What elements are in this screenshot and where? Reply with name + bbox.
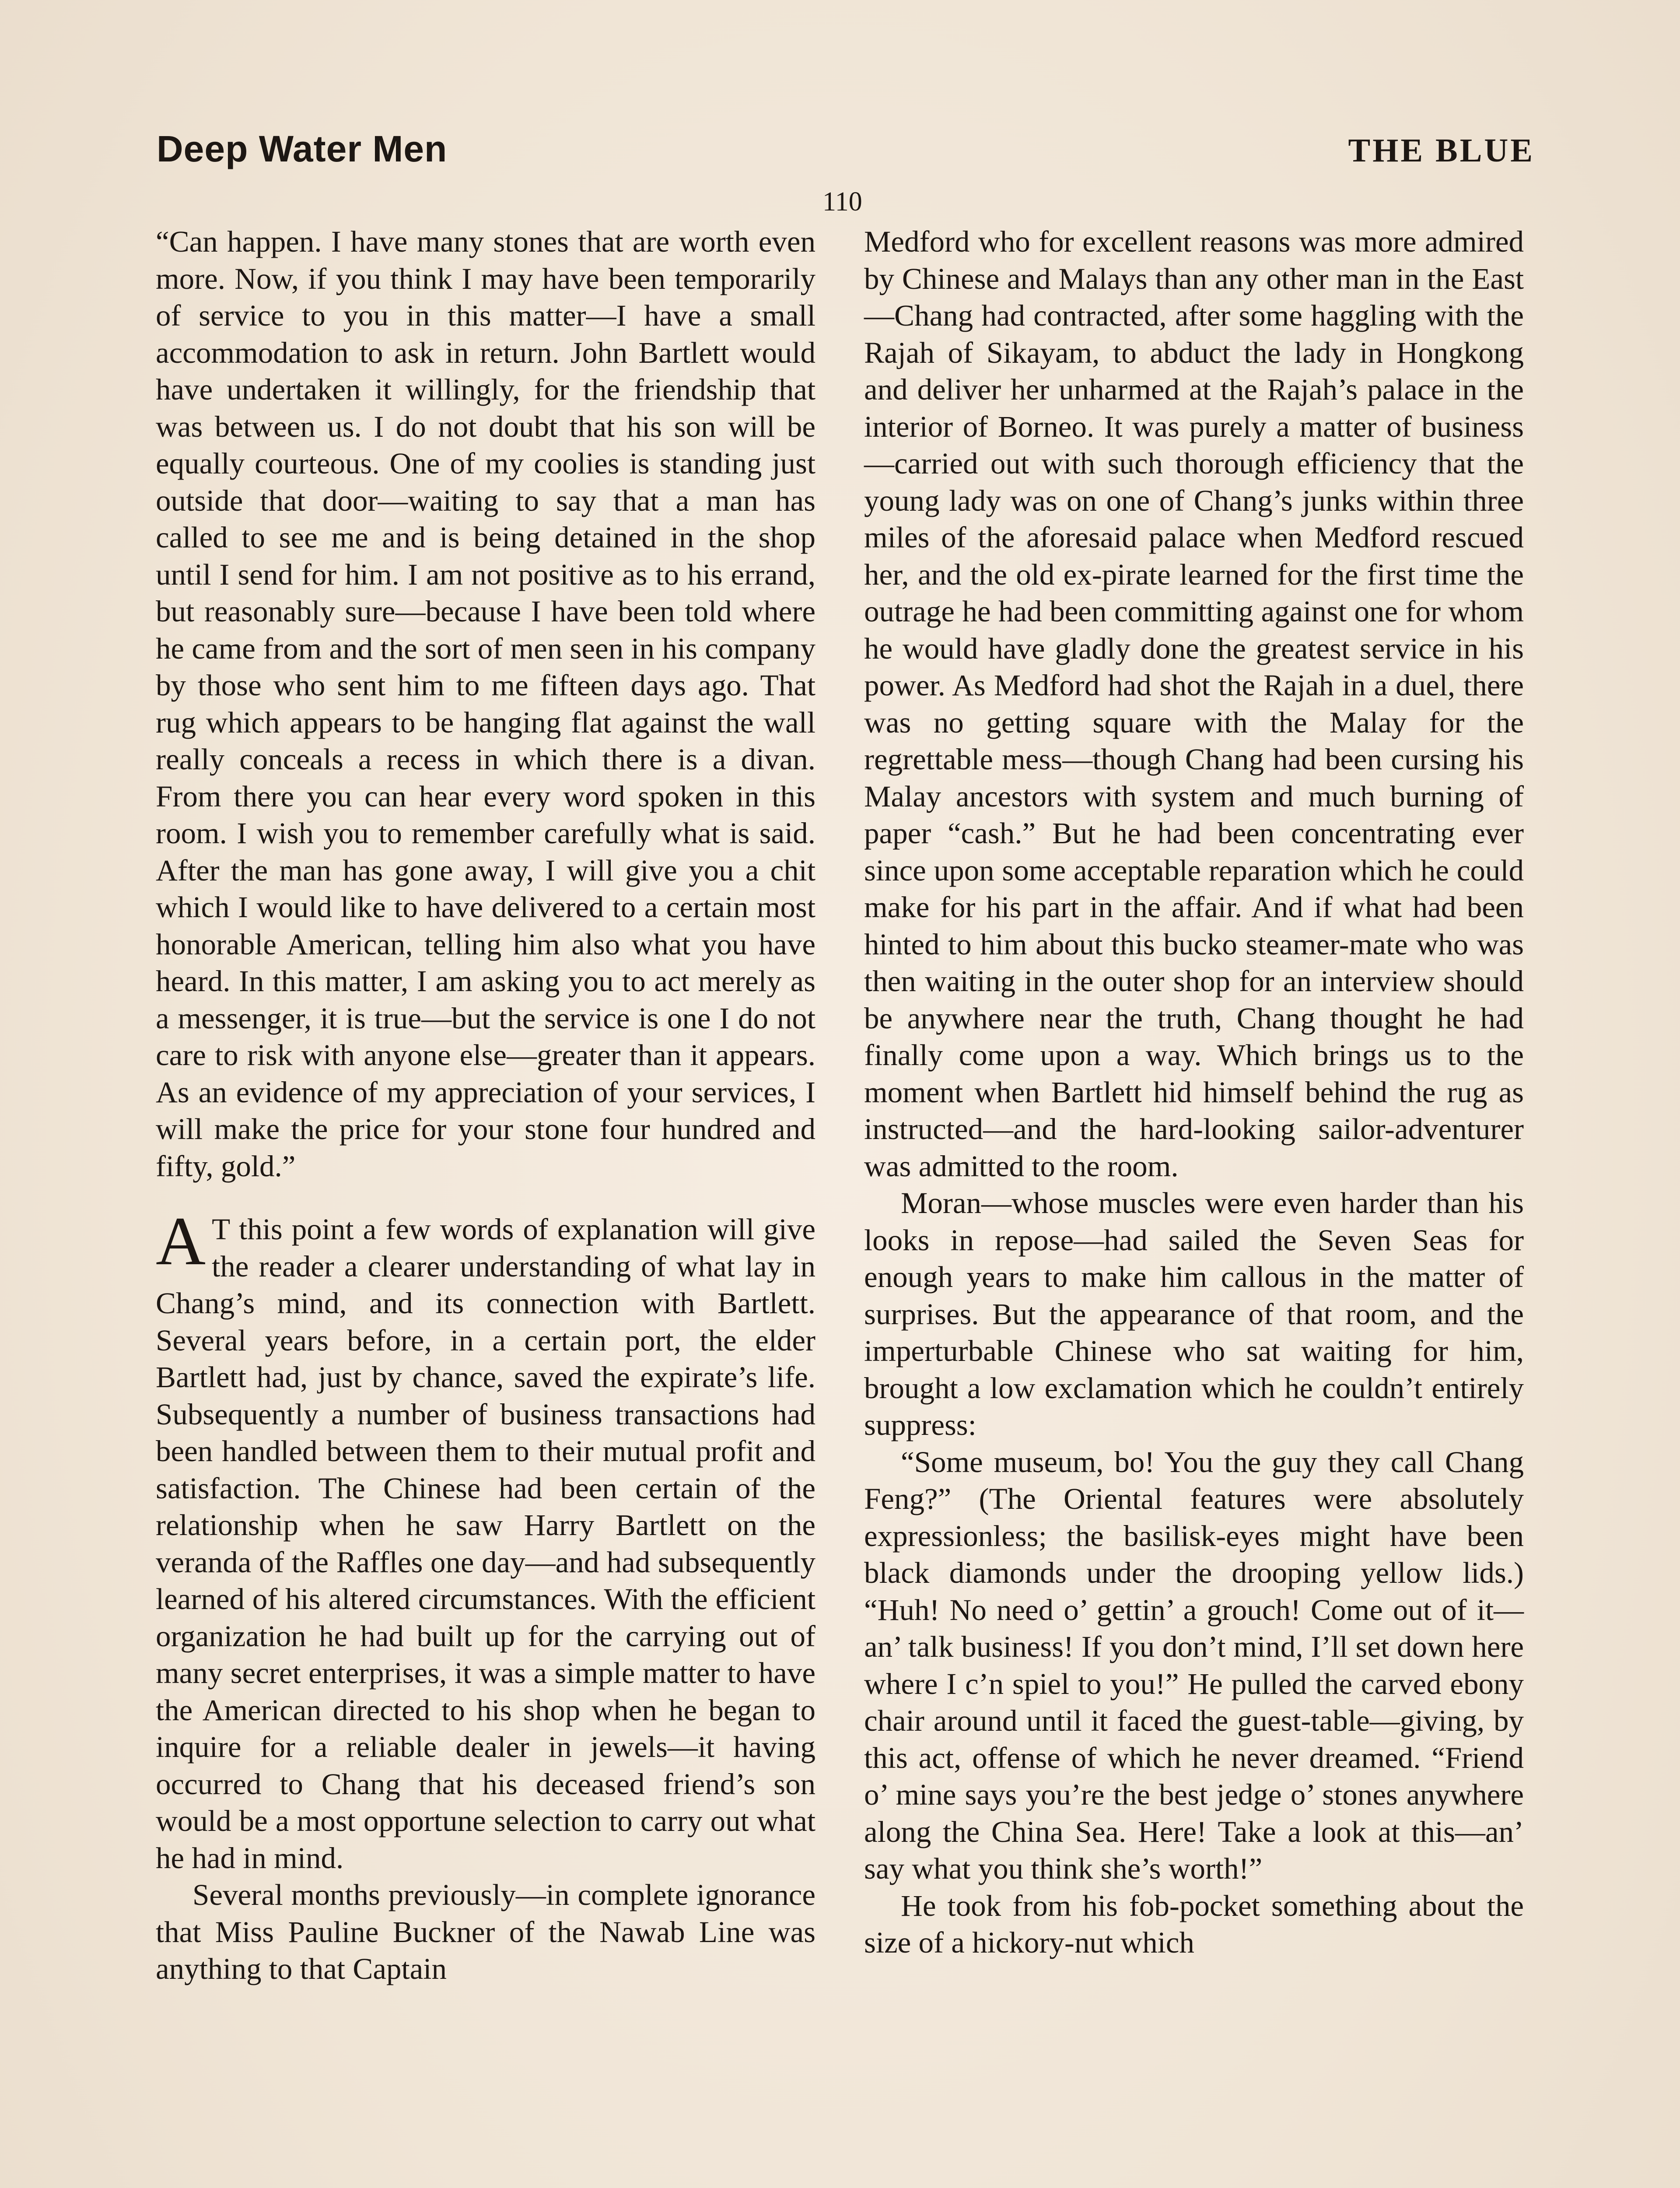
paragraph-body: T this point a few words of explanation will give the reader a clearer understanding of what lay in Chang’s mind, and its connection with Bartlett. Several years before, in a certain port, the elder Bartlett had, just by chance, saved the expirate’s life. Subsequently a number of business transactions had been handled between them to their mutual profit and satisfaction. The Chinese had been certain of the relationship when he saw Harry Bartlett on the veranda of the Raffles one day—and had subsequently learned of his altered circumstances. With the efficient organization he had built up for the carrying out of many secret enterprises, it was a simple matter to have the American directed to his shop when he began to inquire for a reliable dealer in jewels—it having occurred to Chang that his deceased friend’s son would be a most opportune selection to carry out what he had in mind. <box>156 1213 816 1875</box>
paragraph: Moran—whose muscles were even harder than his looks in repose—had sailed the Seven Seas for enough years to make him callous in the matter of surprises. But the appearance of that room, and the imperturbable Chinese who sat waiting for him, brought a low exclamation which he couldn’t entirely suppress: <box>864 1186 1524 1441</box>
paragraph: “Some museum, bo! You the guy they call Chang Feng?” (The Oriental features were absolutely expressionless; the basilisk-eyes might have been black diamonds under the drooping yellow lids.) “Huh! No need o’ gettin’ a grouch! Come out of it—an’ talk business! If you don’t mind, I’ll set down here where I c’n spiel to you!” He pulled the carved ebony chair around until it faced the guest-table—giving, by this act, offense of which he never dreamed. “Friend o’ mine says you’re the best jedge o’ stones anywhere along the China Sea. Here! Take a look at this—an’ say what you think she’s worth!” <box>864 1445 1524 1885</box>
drop-cap: A <box>156 1203 206 1280</box>
paragraph: “Can happen. I have many stones that are worth even more. Now, if you think I may have been temporarily of service to you in this matter—I have a small accommodation to ask in return. John Bartlett would have undertaken it willingly, for the friendship that was between us. I do not doubt that his son will be equally courteous. One of my coolies is standing just outside that door—waiting to say that a man has called to see me and is being detained in the shop until I send for him. I am not positive as to his errand, but reasonably sure—because I have been told where he came from and the sort of men seen in his company by those who sent him to me fifteen days ago. That rug which appears to be hanging flat against the wall really conceals a recess in which there is a divan. From there you can hear every word spoken in this room. I wish you to remember carefully what is said. After the man has gone away, I will give you a chit which I would like to have delivered to a certain most honorable American, telling him also what you have heard. In this matter, I am asking you to act merely as a messenger, it is true—but the service is one I do not care to risk with anyone else—greater than it appears. As an evidence of my appreciation of your services, I will make the price for your stone four hundred and fifty, gold.” <box>156 225 816 1183</box>
running-title-left: Deep Water Men <box>157 128 448 169</box>
paragraph-with-drop-cap <box>156 1203 816 1876</box>
right-text-column <box>864 223 1524 1961</box>
paragraph: He took from his fob-pocket something about the size of a hickory-nut which <box>864 1889 1524 1959</box>
paragraph: Several months previously—in complete ignorance that Miss Pauline Buckner of the Nawab Line was anything to that Captain <box>156 1878 816 1985</box>
paragraph: Medford who for excellent reasons was more admired by Chinese and Malays than any other man in the East—Chang had contracted, after some haggling with the Rajah of Sikayam, to abduct the lady in Hongkong and deliver her unharmed at the Rajah’s palace in the interior of Borneo. It was purely a matter of business—carried out with such thorough efficiency that the young lady was on one of Chang’s junks within three miles of the aforesaid palace when Medford rescued her, and the old ex-pirate learned for the first time the outrage he had been committing against one for whom he would have gladly done the greatest service in his power. As Medford had shot the Rajah in a duel, there was no getting square with the Malay for the regrettable mess—though Chang had been cursing his Malay ancestors with system and much burning of paper “cash.” But he had been concentrating ever since upon some acceptable reparation which he could make for his part in the affair. And if what had been hinted to him about this bucko steamer-mate who was then waiting in the outer shop for an interview should be anywhere near the truth, Chang thought he had finally come upon a way. Which brings us to the moment when Bartlett hid himself behind the rug as instructed—and the hard-looking sailor-adventurer was admitted to the room. <box>864 225 1524 1183</box>
left-text-column <box>156 223 816 1988</box>
running-title-right: THE BLUE <box>1348 132 1535 169</box>
page-number: 110 <box>822 187 862 217</box>
